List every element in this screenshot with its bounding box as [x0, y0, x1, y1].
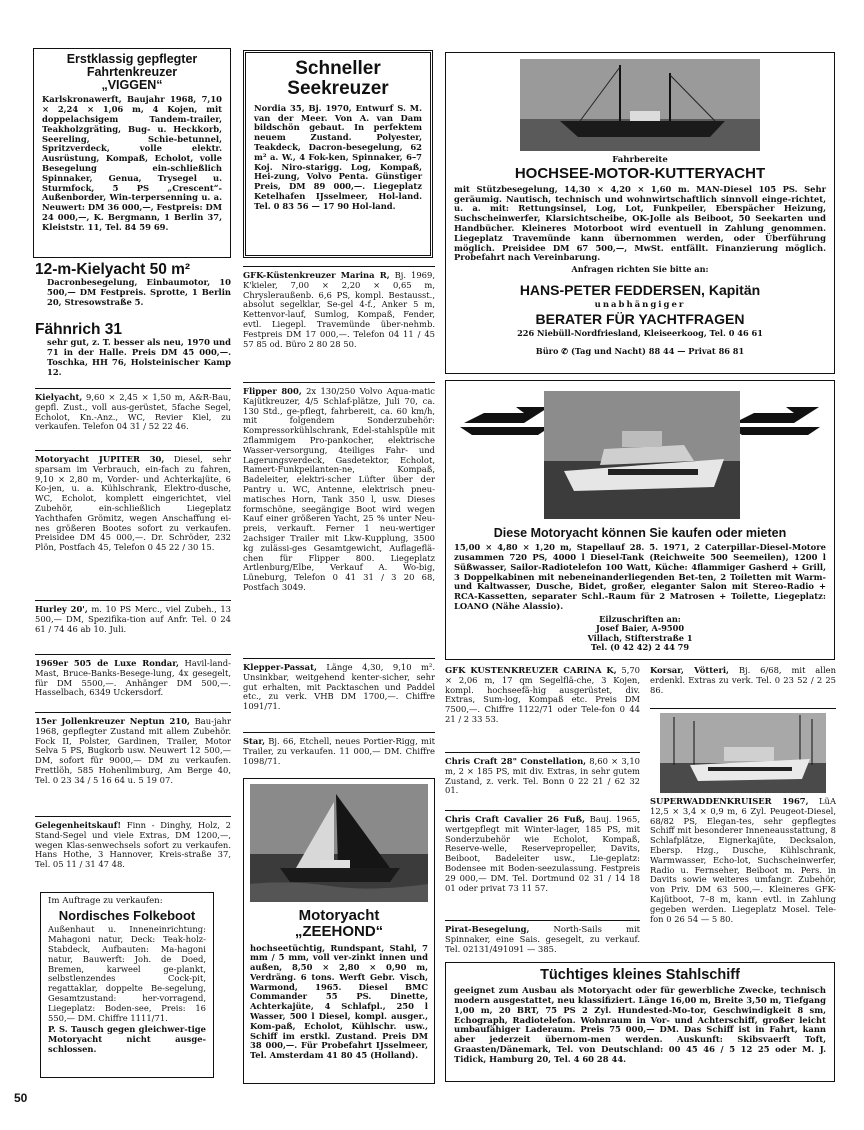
mieten-photo — [544, 391, 740, 519]
klepper-body: Länge 4,30, 9,10 m². Unsinkbar, weitgehend kenter-sicher, sehr gut erhalten, mit Packtaschen und Paddel etc., zu verk. VHB DM 1700,—. Chiffre 1091/71. — [243, 662, 435, 712]
ad-carina — [445, 666, 640, 750]
stahlschiff-title: Tüchtiges kleines Stahlschiff — [540, 967, 740, 983]
kutter-contact-intro: Anfragen richten Sie bitte an: — [571, 264, 709, 275]
waddenkruiser-photo — [660, 713, 826, 793]
korsar-lead: Korsar, Vötteri, — [650, 666, 729, 675]
ad-kielyacht-50 — [35, 262, 231, 317]
kutteryacht-photo — [520, 59, 760, 151]
jupiter-lead: Motoryacht JUPITER 30, — [35, 454, 165, 464]
ad-stahlschiff — [445, 962, 835, 1082]
star-body: Bj. 66, Etchell, neues Portier-Rigg, mit Trailer, zu verkaufen. 11 000,— DM. Chiffre 1098/71. — [243, 736, 435, 766]
ad-jupiter — [35, 450, 231, 598]
pirat-lead: Pirat-Besegelung, — [445, 924, 530, 934]
faehnrich-body: sehr gut, z. T. besser als neu, 1970 und 71 in der Halle. Preis DM 45 000,—. Toschka, HH 76, Holsteinischer Kamp 12. — [47, 337, 231, 377]
faehnrich-title: Fähnrich 31 — [35, 322, 122, 338]
kutter-address: 226 Niebüll-Nordfriesland, Kleiseerkoog, Tel. 0 46 61 — [517, 328, 763, 339]
neptun-lead: 15er Jollenkreuzer Neptun 210, — [35, 716, 190, 726]
mieten-contact-3: Villach, Stifterstraße 1 — [587, 632, 693, 643]
ad-motoryacht-mieten — [445, 380, 835, 660]
chriscraft28-body: 8,60 × 3,10 m, 2 × 185 PS, mit div. Extras, in sehr gutem Zustand, z. verk. Tel. Bonn 0 22 21 / 62 32 01. — [445, 756, 640, 796]
ad-chris-craft-26 — [445, 810, 640, 920]
seekreuzer-title-1: Schneller — [295, 58, 381, 79]
ad-rondar — [35, 654, 231, 708]
kielyacht-small-lead: Kielyacht, — [35, 392, 83, 402]
carina-lead: GFK KÜSTENKREUZER CARINA K, — [445, 666, 617, 675]
mieten-contact-2: Josef Baier, A-9500 — [595, 623, 685, 634]
waddenkruiser-body: LüA 12,5 × 3,4 × 0,9 m, 6 Zyl. Peugeot-Diesel, 68/82 PS, Elegan-tes, sehr gepflegtes Schiff mit besonderer Inneneausstattung, 8 Schlafplätze, Eignerkajüte, Decksalon, Ebersp. Hzg., Dusche, Kühlschrank, Warmwasser, Echo-lot, Suchscheinwerfer, Radio u. Fernseher, Beiboot m. Pers. in Davits sowie weiteres umfangr. Zubehör, von Priv. DM 63 500,—. Kleineres GFK-Kajütboot, 7–8 m, kann evtl. in Zahlung gegeben werden. Liegeplatz Mosel. Tele-fon 0 26 54 — 5 80. — [650, 796, 836, 924]
ad-pirat — [445, 920, 640, 960]
ad-kutteryacht — [445, 52, 835, 374]
kutter-tag: unabhängiger — [594, 299, 686, 310]
kielyacht-small-body: 9,60 × 2,45 × 1,50 m, A&R-Bau, gepfl. Zust., voll aus-gerüstet, 5fache Segel, Echolot, Kn.-Anz., WC, Revier Kiel, zu verkaufen. Telefon 04 31 / 52 22 46. — [35, 392, 231, 432]
ad-kielyacht-small — [35, 388, 231, 446]
mieten-title: Diese Motoryacht können Sie kaufen oder mieten — [493, 526, 787, 540]
marina-r-body: Bj. 1969, K'kieler, 7,00 × 2,20 × 0,65 m, Chryslerаußenb. 6,6 PS, kompl. Bestausst., absolut segelklar, Se-gel 4-f., Anker 5 m, Kettenvor-lauf, Sumlog, Kompaß, Fender, evtl. Liegepl. Travemünde über-nehmb. Festpreis DM 17 000,—. Telefon 04 11 / 45 57 85 od. Büro 2 80 28 50. — [243, 270, 435, 349]
mieten-contact-1: Eilzuschriften an: — [599, 613, 681, 624]
kutter-phones: Büro ✆ (Tag und Nacht) 88 44 — Privat 86 81 — [535, 346, 745, 357]
kutter-role: BERATER FÜR YACHTFRAGEN — [535, 310, 745, 327]
hurley-lead: Hurley 20', — [35, 604, 88, 614]
ad-korsar — [650, 666, 836, 706]
ad-chris-craft-28 — [445, 752, 640, 808]
klepper-lead: Klepper-Passat, — [243, 662, 317, 672]
kielyacht-50-title: 12-m-Kielyacht 50 m² — [35, 262, 191, 278]
chriscraft28-lead: Chris Craft 28" Constellation, — [445, 756, 587, 766]
zeehond-title-1: Motoryacht — [298, 907, 380, 924]
seekreuzer-body: Nordia 35, Bj. 1970, Entwurf S. M. van der Meer. Von A. van Dam bildschön gebaut. In perfektem neuem Zustand. Polyester, Teakdeck, Dacron-besegelung, 62 m² a. W., 4 Fok-ken, Spinnaker, 6–7 Koj. Niro-starigg. Log, Kompaß, Hei-zung, Volvo Penta. Günstiger Preis, DM 89 000,—. Liegeplatz Ketelhafen IJsselmeer, Hol-land. Tel. 0 83 56 — 17 90 Hol-land. — [254, 102, 422, 211]
zeehond-body: hochseetüchtig, Rundspant, Stahl, 7 mm / 5 mm, voll ver-zinkt innen und außen, 8,50 × 2,80 × 0,90 m, Verdräng. 6 tons. Werft Gebr. Visch, Warmond, 1965. Diesel BMC Commander 55 PS. Dinette, Achterkajüte, 4 Schlafpl., 250 l Wasser, 500 l Diesel, kompl. ausger., Kom-paß, Echolot, Kühlschr. usw., Schiff im erstkl. Zustand. Preis DM 38 000,—. Für Probefahrt IJsselmeer, Tel. Amsterdam 41 80 45 (Holland). — [250, 942, 428, 1061]
waddenkruiser-lead: SUPERWADDENKRUISER 1967, — [650, 796, 809, 806]
ad-marina-r — [243, 266, 435, 378]
ad-faehnrich — [35, 322, 231, 384]
rondar-body: Havil-land-Mast, Bruce-Banks-Besege-lung, 4x gesegelt, für DM 5500,—. Anhänger DM 500,—. Hasselbach, 6349 Uckersdorf. — [35, 658, 231, 698]
ad-star — [243, 732, 435, 774]
seekreuzer-title-2: Seekreuzer — [287, 77, 389, 99]
pirat-body: North-Sails mit Spinnaker, eine Sais. gesegelt, zu verkauf. Tel. 02131/491091 — 385. — [445, 924, 640, 954]
stahlschiff-body: geeignet zum Ausbau als Motoryacht oder für gewerbliche Zwecke, technisch modern ausgestattet, neu klassifiziert. Länge 16,00 m, Breite 3,50 m, Tiefgang 1,00 m, 20 BRT, 75 PS 2 Zyl. Hundested-Mo-tor, Geschwindigkeit 8 sm, Echograph, Radiotelefon. Wohnraum in Vor- und Achterschiff, großer leicht umbaufähiger Laderaum. Preis 75 000,— DM. Das Schiff ist in Fahrt, kann aber jederzeit übernom-men werden. Auskunft: Skibsvaerft Toft, Graasten/Dänemark, Tel. von Deutschland: 00 45 46 / 5 12 25 oder M. J. Tidick, Hamburg 20, Tel. 4 60 28 44. — [454, 985, 826, 1064]
flipper-lead: Flipper 800, — [243, 386, 302, 396]
viggen-title-2: Fahrtenkreuzer — [86, 65, 178, 80]
korsar-body: Bj. 6/68, mit allen erdenkl. Extras zu verk. Tel. 0 23 52 / 2 25 86. — [650, 666, 836, 695]
page-number: 50 — [14, 1091, 28, 1105]
viggen-title-3: „VIGGEN“ — [101, 78, 163, 93]
ad-flipper-800 — [243, 382, 435, 654]
kielyacht-50-body: Dacronbesegelung, Einbaumotor, 10 500,— DM Festpreis. Sprotte, 1 Berlin 20, Stresowstraße 5. — [47, 277, 231, 307]
viggen-body: Karlskronawerft, Baujahr 1968, 7,10 × 2,24 × 1,06 m, 4 Kojen, mit doppelachsigem Tandem-trailer, Teakholzgräting, Bug- u. Heckkorb, Seereling, Schie-betunnel, Spritzverdeck, volle elektr. Ausrüstung, Kompaß, Echolot, volle Besegelung ein-schließlich Spinnaker, Genua, Trysegel u. Sturmfock, 5 PS „Crescent“-Außenborder, Win-terpersenning u. a. Neuwert: DM 36 000,—, Festpreis: DM 24 000,—, K. Bergmann, 1 Berlin 37, Kleiststr. 11, Tel. 84 59 69. — [42, 94, 222, 232]
ad-gelegenheit — [35, 816, 231, 886]
nordisch-body: Außenhaut u. Inneneinrichtung: Mahagoni natur, Deck: Teak-holz-Stabdeck, Aufbauten: Ma-hagoni natur, Bauwerft: Joh. de Doed, Bremen, karweel ge-plankt, selbstlenzendes Cock-pit, regattaklar, doppelte Be-segelung, Gesamtzustand: her-vorragend, Liegeplatz: Boden-see, Preis: 16 550,— DM. Chiffre 1111/71. — [48, 924, 206, 1023]
gelegenheit-lead: Gelegenheitskauf! — [35, 820, 122, 830]
ad-nordisches-folkeboot — [40, 892, 214, 1078]
neptun-body: Bau-jahr 1968, gepflegter Zustand mit allem Zubehör. Fock II, Polster, Gardinen, Trailer, Motor Selva 5 PS, Bugkorb usw. Neuwert 12 500,— DM, sofort für 9000,— DM zu verkaufen. Frettlöh, 585 Hohenlimburg, Am Berge 40, Tel. 0 23 34 / 5 16 64 u. 5 19 07. — [35, 716, 231, 785]
ad-klepper-passat — [243, 658, 435, 728]
ad-hurley — [35, 600, 231, 650]
mieten-body: 15,00 × 4,80 × 1,20 m, Stapellauf 28. 5. 1971, 2 Caterpillar-Diesel-Motore zusammen 720 PS, 4000 l Diesel-Tank (Reichweite 500 Seemeilen), 1200 l Süßwasser, Sailor-Radiotelefon 100 Watt, Küche: 4flammiger Gasherd + Grill, 3 Doppelkabinen mit nebeneinanderliegenden Bet-ten, 2 Toiletten mit Warm- und Kaltwasser, Dusche, Bidet, großer, eleganter Salon mit Stereo-Radio + RCA-Kassetten, separater Schl.-Raum für 2 Matrosen + Toilette, Liegeplatz: LOANO (Nähe Alassio). — [454, 542, 826, 611]
zeehond-title-2: „ZEEHOND“ — [294, 922, 384, 940]
chriscraft26-body: Bauj. 1965, wertgepflegt mit Winter-lager, 185 PS, mit Sonderzubehör wie Echolot, Kompaß, Reserve-welle, Reservepropeller, Davits, Beiboot, Badeleiter usw., Lie-geplatz: Bodensee mit Boden-seezulassung. Festpreis 29 000,— DM. Tel. Dortmund 02 31 / 14 18 01 oder privat 73 11 57. — [445, 814, 640, 893]
jupiter-body: Diesel, sehr sparsam im Verbrauch, ein-fach zu fahren, 9,10 × 2,80 m, Vorder- und Achterkajüte, 6 Ko-jen, u. a. Kühlschrank, Elektro-dusche, WC, Echolot, komplett eingerichtet, viel Zubehör, ein-schließlich Liegeplatz Yachthafen Grömitz, wegen Anschaffung ei-nes größeren Bootes sofort zu verkaufen. Preisidee DM 45 000,—. Dr. Schröder, 232 Plön, Postfach 45, Telefon 0 45 22 / 30 15. — [35, 454, 231, 553]
ad-superwaddenkruiser — [650, 708, 836, 960]
ad-schneller-seekreuzer — [243, 50, 433, 258]
kutter-title: HOCHSEE-MOTOR-KUTTERYACHT — [514, 165, 766, 182]
chriscraft26-lead: Chris Craft Cavalier 26 Fuß, — [445, 814, 585, 824]
carina-body: 5,70 × 2,06 m, 17 qm Segelflä-che, 3 Kojen, kompl. hochseefä-hig ausgerüstet, div. Extras, Sum-log, Kompaß etc. Preis DM 7500,—. Chiffre 1122/71 oder Tele-fon 0 44 21 / 2 33 53. — [445, 666, 640, 724]
nordisch-title: Nordisches Folkeboot — [58, 907, 196, 923]
nordisch-footer: P. S. Tausch gegen gleichwer-tige Motoryacht nicht ausge-schlossen. — [48, 1024, 206, 1054]
mieten-contact-4: Tel. (0 42 42) 2 44 79 — [590, 642, 690, 653]
kutter-name: HANS-PETER FEDDERSEN, Kapitän — [519, 281, 761, 298]
star-lead: Star, — [243, 736, 266, 746]
viggen-title-1: Erstklassig gepflegter — [66, 52, 198, 66]
kutter-subtitle: Fahrbereite — [612, 155, 668, 165]
hurley-body: m. 10 PS Merc., viel Zubeh., 13 500,— DM, Spezifika-tion auf Anfr. Tel. 0 24 61 / 74 46 ab 10. Juli. — [35, 604, 231, 634]
kutter-body: mit Stützbesegelung, 14,30 × 4,20 × 1,60 m. MAN-Diesel 105 PS. Sehr geräumig. Nautisch, technisch und wohnwirtschaftlich sinnvoll einge-richtet, u. a. mit: Rettungsinsel, Log, Lot, Funkpeiler, Eberspächer Heizung, Suchscheinwerfer, Klarsichtscheibe, OK-Jolle als Beiboot, 50 Seekarten und Handbücher. Kleineres Motorboot wird eventuell in Zahlung genommen. Liegeplatz Travemünde kann übernommen werden, oder Überführung möglich. Preisidee DM 67 500,—, MwSt. entfällt. Finanzierung möglich. Probefahrt nach Vereinbarung. — [454, 183, 826, 263]
gelegenheit-body: Finn - Dinghy, Holz, 2 Stand-Segel und viele Extras, DM 1200,—, wegen Klas-senwechsels sofort zu verkaufen. Hans Hothe, 3 Hannover, Kreis-straße 37, Tel. 05 11 / 31 47 48. — [35, 820, 231, 870]
zeehond-photo — [250, 784, 428, 902]
flipper-body: 2x 130/250 Volvo Aqua-matic Kajütkreuzer, 4/5 Schlaf-plätze, Juli 70, ca. 130 Std., ge-pflegt, fahrbereit, ca. 60 km/h, mit folgendem Sonderzubehör: Kompressorkühlschrank, Edel-stahlspüle mit 2flammigem Pro-pankocher, elektrische Wasser-versorgung, 4teiliges Fahr- und Lagerungsverdeck, Gasdetektor, Echolot, Ramert-Funkpeilanten-ne, Kompaß, Badeleiter, elektri-scher Lüfter über der Pantry u. WC, Antenne, elektrisch pneu-matisches Horn, Tank 350 l, usw. Dieses formschöne, seegängige Boot wird wegen Kauf einer größeren Yacht, 25 % unter Neu-preis, verkauft. Ferner 1 neu-wertiger 2achsiger Trailer mit Lkw-Kupplung, 3500 kg zulässi-ges Gesamtgewicht, Auflageflä-chen für Flipper 800. Liegeplatz Artlenburg/Elbe, Verkauf A. Wo-big, Lüneburg, Telefon 0 41 31 / 3 20 68, Postfach 3049. — [243, 386, 435, 592]
ad-viggen — [33, 48, 231, 258]
marina-r-lead: GFK-Küstenkreuzer Marina R, — [243, 270, 390, 280]
ad-neptun — [35, 712, 231, 812]
nordisch-intro: Im Auftrage zu verkaufen: — [48, 896, 163, 906]
rondar-lead: 1969er 505 de Luxe Rondar, — [35, 658, 179, 668]
mieten-illustration — [454, 387, 826, 523]
ad-zeehond — [243, 778, 435, 1084]
